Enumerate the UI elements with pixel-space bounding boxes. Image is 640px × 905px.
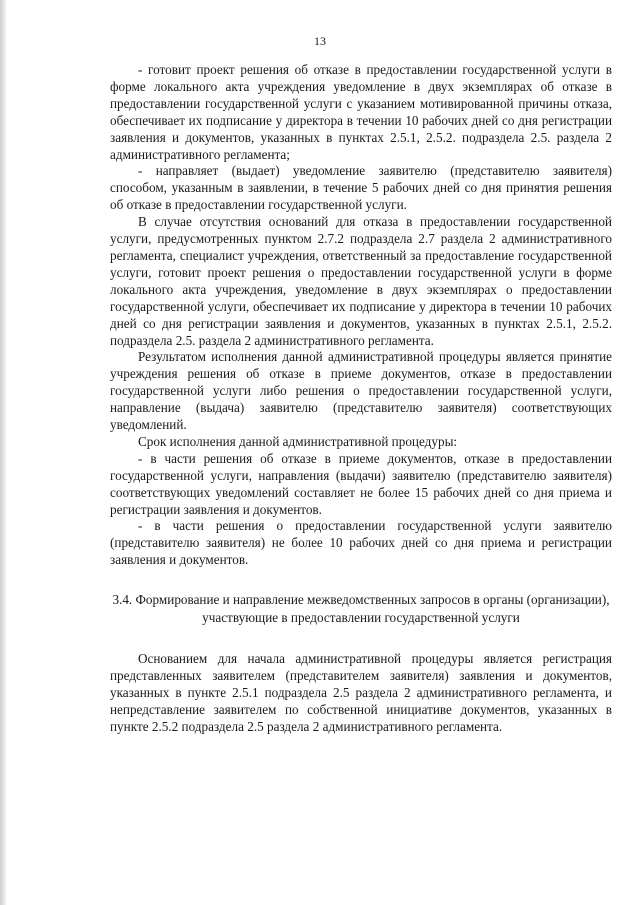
paragraph-sends-notification: - направляет (выдает) уведомление заявителю (представителю заявителя) способом, указанным в заявлении, в течение 5 рабочих дней со дня принятия решения об отказе в предоставлении государственной услуги. <box>110 163 612 213</box>
paragraph-procedure-result: Результатом исполнения данной административной процедуры является принятие учреждения решения об отказе в приеме документов, отказе в предоставлении государственной услуги либо решения о предоставлении государственной услуги, направление (выдача) заявителю (представителю заявителя) соответствующих уведомлений. <box>110 349 612 433</box>
paragraph-term-refusal: - в части решения об отказе в приеме документов, отказе в предоставлении государственной услуги, направления (выдачи) заявителю (представителю заявителя) соответствующих уведомлений составляет не более 15 рабочих дней со дня приема и регистрации заявления и документов. <box>110 450 612 517</box>
document-body <box>110 62 612 736</box>
paragraph-procedure-term: Срок исполнения данной административной процедуры: <box>138 433 458 449</box>
scan-edge-shadow <box>0 0 6 905</box>
paragraph-prepares-refusal-draft: - готовит проект решения об отказе в предоставлении государственной услуги в форме локального акта учреждения уведомление в двух экземплярах об отказе в предоставлении государственной услуги с указанием мотивированной причины отказа, обеспечивает их подписание у директора в течении 10 рабочих дней со дня регистрации заявления и документов, указанных в пунктах 2.5.1, 2.5.2. подраздела 2.5. раздела 2 административного регламента; <box>110 62 612 162</box>
paragraph-procedure-basis: Основанием для начала административной процедуры является регистрация представленных заявителем (представителем заявителя) заявления и документов, указанных в пункте 2.5.1 подраздела 2.5 раздела 2 административного регламента, и непредставление заявителем по собственной инициативе документов, указанных в пункте 2.5.2 подраздела 2.5 раздела 2 административного регламента. <box>110 651 612 734</box>
page-number: 13 <box>314 34 326 48</box>
section-heading: 3.4. Формирование и направление межведомственных запросов в органы (организации), участвующие в предоставлении государственной услуги <box>112 592 610 626</box>
paragraph-no-refusal-grounds: В случае отсутствия оснований для отказа в предоставлении государственной услуги, предусмотренных пунктом 2.7.2 подраздела 2.7 раздела 2 административного регламента, специалист учреждения, ответственный за предоставление государственной услуги, готовит проект решения о предоставлении государственной услуги в форме локального акта учреждения, уведомление в двух экземплярах о предоставлении государственной услуги, обеспечивает их подписание у директора в течении 10 рабочих дней со дня регистрации заявления и документов, указанных в пунктах 2.5.1, 2.5.2. подраздела 2.5. раздела 2 административного регламента. <box>110 214 612 348</box>
paragraph-term-approval: - в части решения о предоставлении государственной услуги заявителю (представителю заявителя) не более 10 рабочих дней со дня приема и регистрации заявления и документов. <box>110 518 612 568</box>
